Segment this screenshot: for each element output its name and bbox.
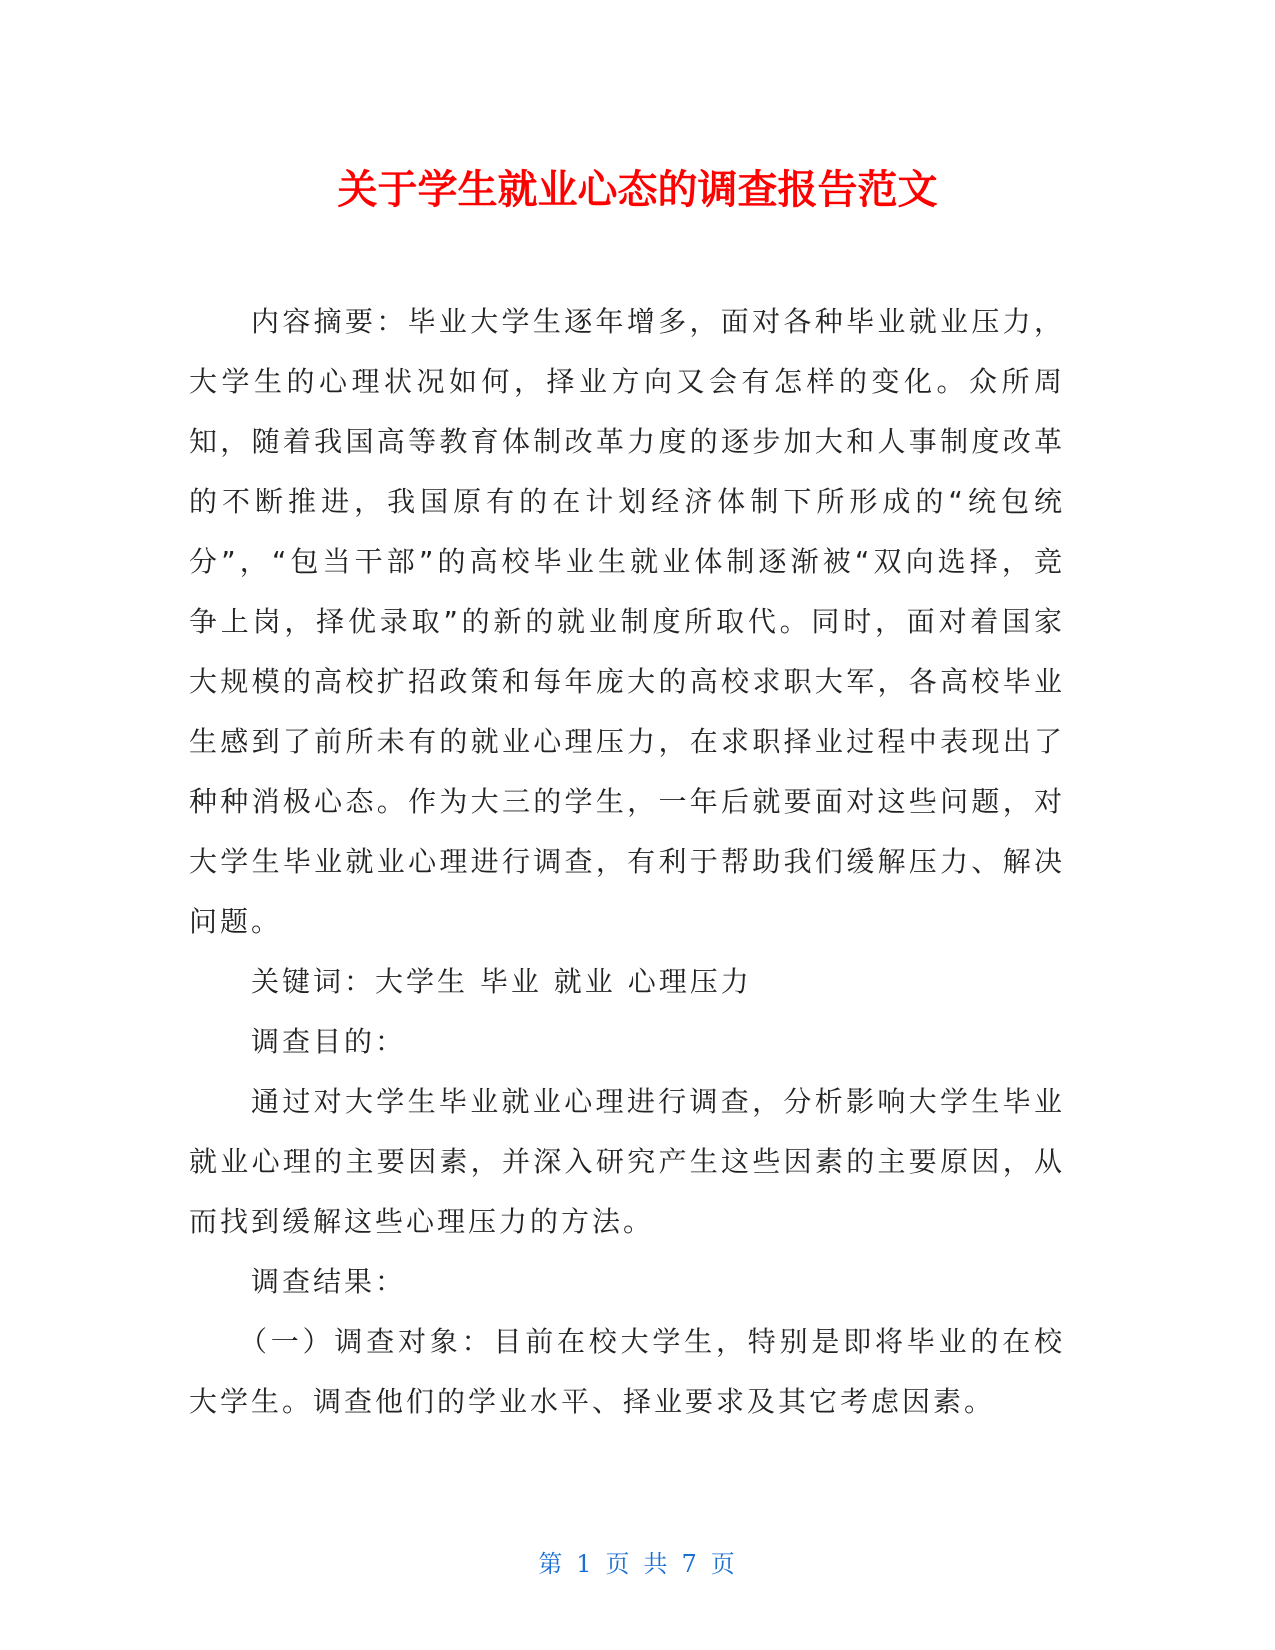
purpose-paragraph: 通过对大学生毕业就业心理进行调查，分析影响大学生毕业就业心理的主要因素，并深入研究产生这些因素的主要原因，从而找到缓解这些心理压力的方法。 [189,1085,1065,1238]
purpose-heading: 调查目的： [251,1025,407,1058]
footer-total-pages: 7 [681,1550,699,1578]
result-item-1: （一）调查对象：目前在校大学生，特别是即将毕业的在校大学生。调查他们的学业水平、择业要求及其它考虑因素。 [189,1325,1065,1418]
footer-page-suffix: 页 [710,1550,737,1578]
page-footer [0,1548,1275,1580]
keywords-line: 关键词：大学生 毕业 就业 心理压力 [251,965,752,998]
footer-total-prefix: 共 [643,1550,670,1578]
abstract-paragraph: 内容摘要：毕业大学生逐年增多，面对各种毕业就业压力，大学生的心理状况如何，择业方向又会有怎样的变化。众所周知，随着我国高等教育体制改革力度的逐步加大和人事制度改革的不断推进，我国原有的在计划经济体制下所形成的“统包统分”，“包当干部”的高校毕业生就业体制逐渐被“双向选择，竞争上岗，择优录取”的新的就业制度所取代。同时，面对着国家大规模的高校扩招政策和每年庞大的高校求职大军，各高校毕业生感到了前所未有的就业心理压力，在求职择业过程中表现出了种种消极心态。作为大三的学生，一年后就要面对这些问题，对大学生毕业就业心理进行调查，有利于帮助我们缓解压力、解决问题。 [189,305,1065,938]
footer-page-number: 1 [576,1550,594,1578]
footer-page-prefix: 第 [538,1550,565,1578]
document-title: 关于学生就业心态的调查报告范文 [337,167,938,213]
document-body [189,292,1065,1432]
result-heading: 调查结果： [251,1265,407,1298]
footer-page-mid: 页 [605,1550,632,1578]
